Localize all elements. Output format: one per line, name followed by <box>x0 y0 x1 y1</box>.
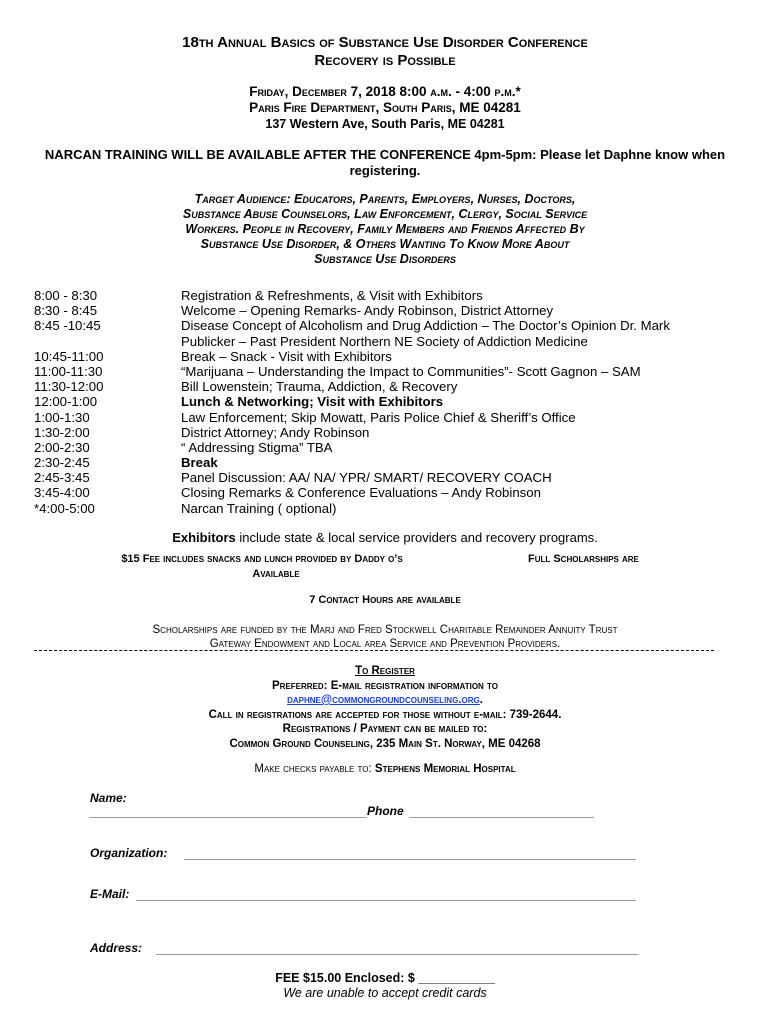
schedule-time: 11:30-12:00 <box>34 379 104 395</box>
schedule-desc: Law Enforcement; Skip Mowatt, Paris Police Chief & Sheriff’s Office <box>181 409 576 425</box>
payable-prefix: Make checks payable to: <box>254 763 375 775</box>
schedule-desc: Bill Lowenstein; Trauma, Addiction, & Recovery <box>181 379 458 395</box>
schedule-row <box>0 485 770 500</box>
fee-info <box>62 552 462 582</box>
audience-line: Substance Use Disorders <box>314 252 456 266</box>
schedule-time: 8:30 - 8:45 <box>34 303 98 319</box>
register-call: Call in registrations are accepted for those without e-mail: 739-2644. <box>208 708 562 721</box>
schedule-time: 12:00-1:00 <box>34 394 98 410</box>
email-field[interactable] <box>136 900 636 901</box>
register-mail: Registrations / Payment can be mailed to: <box>282 723 488 735</box>
schedule-desc: Registration & Refreshments, & Visit with Exhibitors <box>181 288 483 303</box>
schedule-row <box>0 410 770 425</box>
schedule-row <box>0 455 770 470</box>
schedule-row <box>0 440 770 455</box>
payable-payee: Stephens Memorial Hospital <box>374 763 516 775</box>
schedule-time: 2:30-2:45 <box>34 455 90 471</box>
schedule-desc: Disease Concept of Alcoholism and Drug Addiction – The Doctor’s Opinion Dr. Mark Publicker – Past President Northern NE Society of Addiction Medicine <box>181 318 670 349</box>
schedule-desc: Panel Discussion: AA/ NA/ YPR/ SMART/ RECOVERY COACH <box>181 470 552 486</box>
schedule-time: 1:30-2:00 <box>34 424 90 440</box>
name-label: Name: <box>90 791 127 805</box>
schedule-time: 10:45-11:00 <box>34 348 104 364</box>
check-payable <box>0 763 770 775</box>
schedule-time: 8:00 - 8:30 <box>34 288 98 303</box>
cut-line-divider <box>34 650 714 651</box>
scholarship-line: Gateway Endowment and Local area Service and Prevention Providers. <box>209 638 561 650</box>
email-suffix: . <box>479 694 483 706</box>
contact-hours: 7 Contact Hours are available <box>309 594 461 606</box>
organization-label: Organization: <box>90 846 168 860</box>
title-line-2: Recovery is Possible <box>314 52 456 69</box>
target-audience <box>60 192 710 267</box>
phone-field[interactable] <box>410 817 594 818</box>
schedule-desc: Lunch & Networking; Visit with Exhibitors <box>181 394 444 410</box>
scholarship-line: Scholarships are funded by the Marj and Fred Stockwell Charitable Remainder Annuity Trust <box>152 624 618 636</box>
schedule-row <box>0 470 770 485</box>
address-field[interactable] <box>156 954 638 955</box>
schedule-desc: Narcan Training ( optional) <box>181 500 337 516</box>
audience-line: Workers. People in Recovery, Family Members and Friends Affected By <box>185 222 585 236</box>
schedule-desc: Closing Remarks & Conference Evaluations – Andy Robinson <box>181 485 541 501</box>
registration-info <box>0 664 770 751</box>
schedule-time: 8:45 -10:45 <box>34 318 101 334</box>
schedule-row <box>0 364 770 379</box>
schedule-desc: “ Addressing Stigma” TBA <box>181 439 333 455</box>
register-heading: To Register <box>355 665 415 677</box>
schedule-time: *4:00-5:00 <box>34 500 95 516</box>
schedule-row <box>0 349 770 364</box>
fee-line-2: Available <box>252 568 300 580</box>
fee-line-1: $15 Fee includes snacks and lunch provided by Daddy o’s <box>121 553 403 565</box>
schedule-desc: Welcome – Opening Remarks- Andy Robinson, District Attorney <box>181 303 554 319</box>
schedule-time: 2:45-3:45 <box>34 470 90 486</box>
schedule-row <box>0 379 770 394</box>
exhibitors-note <box>0 530 770 545</box>
audience-line: Substance Abuse Counselors, Law Enforcement, Clergy, Social Service <box>182 207 588 221</box>
registration-email-link[interactable]: daphne@commongroundcounseling.org <box>287 694 480 706</box>
schedule-row <box>0 501 770 516</box>
event-venue: Paris Fire Department, South Paris, ME 04281 <box>249 100 521 115</box>
schedule-desc: Break – Snack - Visit with Exhibitors <box>181 348 392 364</box>
schedule-row <box>0 288 770 303</box>
schedule-desc: “Marijuana – Understanding the Impact to Communities”- Scott Gagnon – SAM <box>181 363 641 379</box>
schedule-time: 2:00-2:30 <box>34 439 90 455</box>
register-address: Common Ground Counseling, 235 Main St. Norway, ME 04268 <box>229 737 541 750</box>
narcan-notice: NARCAN TRAINING WILL BE AVAILABLE AFTER THE CONFERENCE 4pm-5pm: Please let Daphne know when registering. <box>44 147 726 178</box>
schedule-desc: District Attorney; Andy Robinson <box>181 424 370 440</box>
exhibitors-text: include state & local service providers and recovery programs. <box>235 530 598 545</box>
register-preferred: Preferred: E-mail registration information to <box>272 679 498 692</box>
schedule-row <box>0 425 770 440</box>
schedule-row <box>0 394 770 409</box>
event-details <box>0 84 770 132</box>
fee-enclosed: FEE $15.00 Enclosed: $ ___________ <box>275 971 495 985</box>
email-label: E-Mail: <box>90 887 130 901</box>
schedule-row <box>0 318 770 348</box>
exhibitors-label: Exhibitors <box>172 530 236 545</box>
organization-field[interactable] <box>184 859 636 860</box>
credit-card-note: We are unable to accept credit cards <box>283 986 487 1000</box>
schedule <box>0 288 770 516</box>
conference-title <box>0 34 770 70</box>
schedule-time: 3:45-4:00 <box>34 485 90 501</box>
name-field[interactable] <box>90 817 366 818</box>
schedule-desc: Break <box>181 455 218 471</box>
schedule-time: 11:00-11:30 <box>34 363 103 379</box>
address-label: Address: <box>90 941 143 955</box>
event-address: 137 Western Ave, South Paris, ME 04281 <box>265 117 505 131</box>
audience-line: Target Audience: Educators, Parents, Employers, Nurses, Doctors, <box>194 192 576 206</box>
scholarship-availability: Full Scholarships are <box>528 553 639 565</box>
phone-label: Phone <box>367 804 404 818</box>
schedule-time: 1:00-1:30 <box>34 409 90 425</box>
schedule-row <box>0 303 770 318</box>
scholarship-funding <box>30 623 740 651</box>
title-line-1: 18th Annual Basics of Substance Use Disorder Conference <box>182 34 588 51</box>
audience-line: Substance Use Disorder, & Others Wanting To Know More About <box>200 237 570 251</box>
event-date: Friday, December 7, 2018 8:00 a.m. - 4:00 p.m.* <box>249 84 521 99</box>
